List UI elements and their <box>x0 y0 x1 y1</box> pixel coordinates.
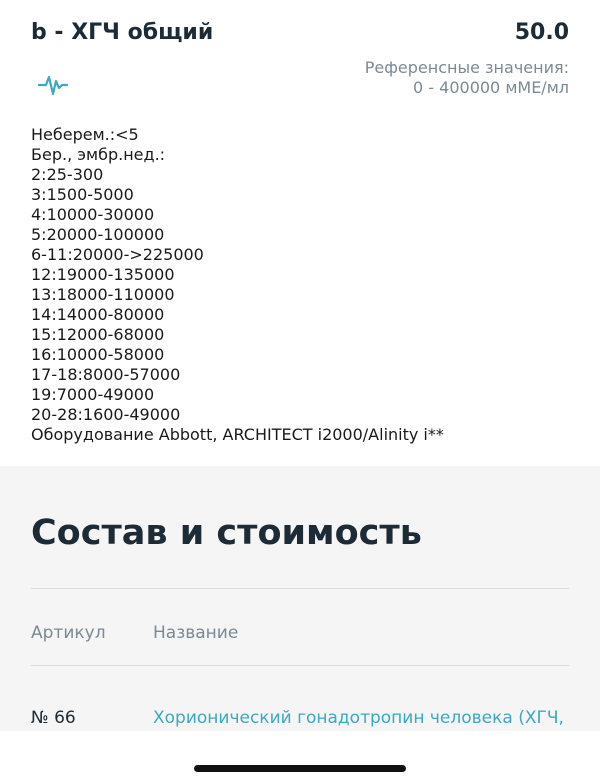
reference-label: Референсные значения: <box>364 58 569 77</box>
note-line: 12:19000-135000 <box>31 265 175 284</box>
note-line: Неберем.:<5 <box>31 125 139 144</box>
table-row-article: № 66 <box>31 708 76 728</box>
divider <box>31 665 569 666</box>
table-row-name-link[interactable]: Хорионический гонадотропин человека (ХГЧ, <box>153 708 564 728</box>
pulse-icon <box>38 70 68 100</box>
column-header-article: Артикул <box>31 623 106 643</box>
note-line: 3:1500-5000 <box>31 185 134 204</box>
note-line: 5:20000-100000 <box>31 225 165 244</box>
note-line: 14:14000-80000 <box>31 305 165 324</box>
test-title: b - ХГЧ общий <box>31 20 214 45</box>
column-header-name: Название <box>153 623 239 643</box>
note-line: Бер., эмбр.нед.: <box>31 145 166 164</box>
test-value: 50.0 <box>514 20 569 45</box>
note-line: 20-28:1600-49000 <box>31 405 181 424</box>
home-indicator[interactable] <box>194 765 406 772</box>
note-line: Оборудование Abbott, ARCHITECT i2000/Alinity i** <box>31 425 444 444</box>
note-line: 2:25-300 <box>31 165 104 184</box>
note-line: 6-11:20000->225000 <box>31 245 204 264</box>
note-line: 19:7000-49000 <box>31 385 155 404</box>
note-line: 17-18:8000-57000 <box>31 365 181 384</box>
section-title: Состав и стоимость <box>31 513 422 553</box>
note-line: 4:10000-30000 <box>31 205 155 224</box>
divider <box>31 588 569 589</box>
note-line: 13:18000-110000 <box>31 285 175 304</box>
reference-range: 0 - 400000 мМЕ/мл <box>413 78 569 97</box>
reference-notes <box>31 125 444 445</box>
home-bar-area <box>0 731 600 782</box>
note-line: 16:10000-58000 <box>31 345 165 364</box>
reference-values <box>365 58 569 98</box>
note-line: 15:12000-68000 <box>31 325 165 344</box>
